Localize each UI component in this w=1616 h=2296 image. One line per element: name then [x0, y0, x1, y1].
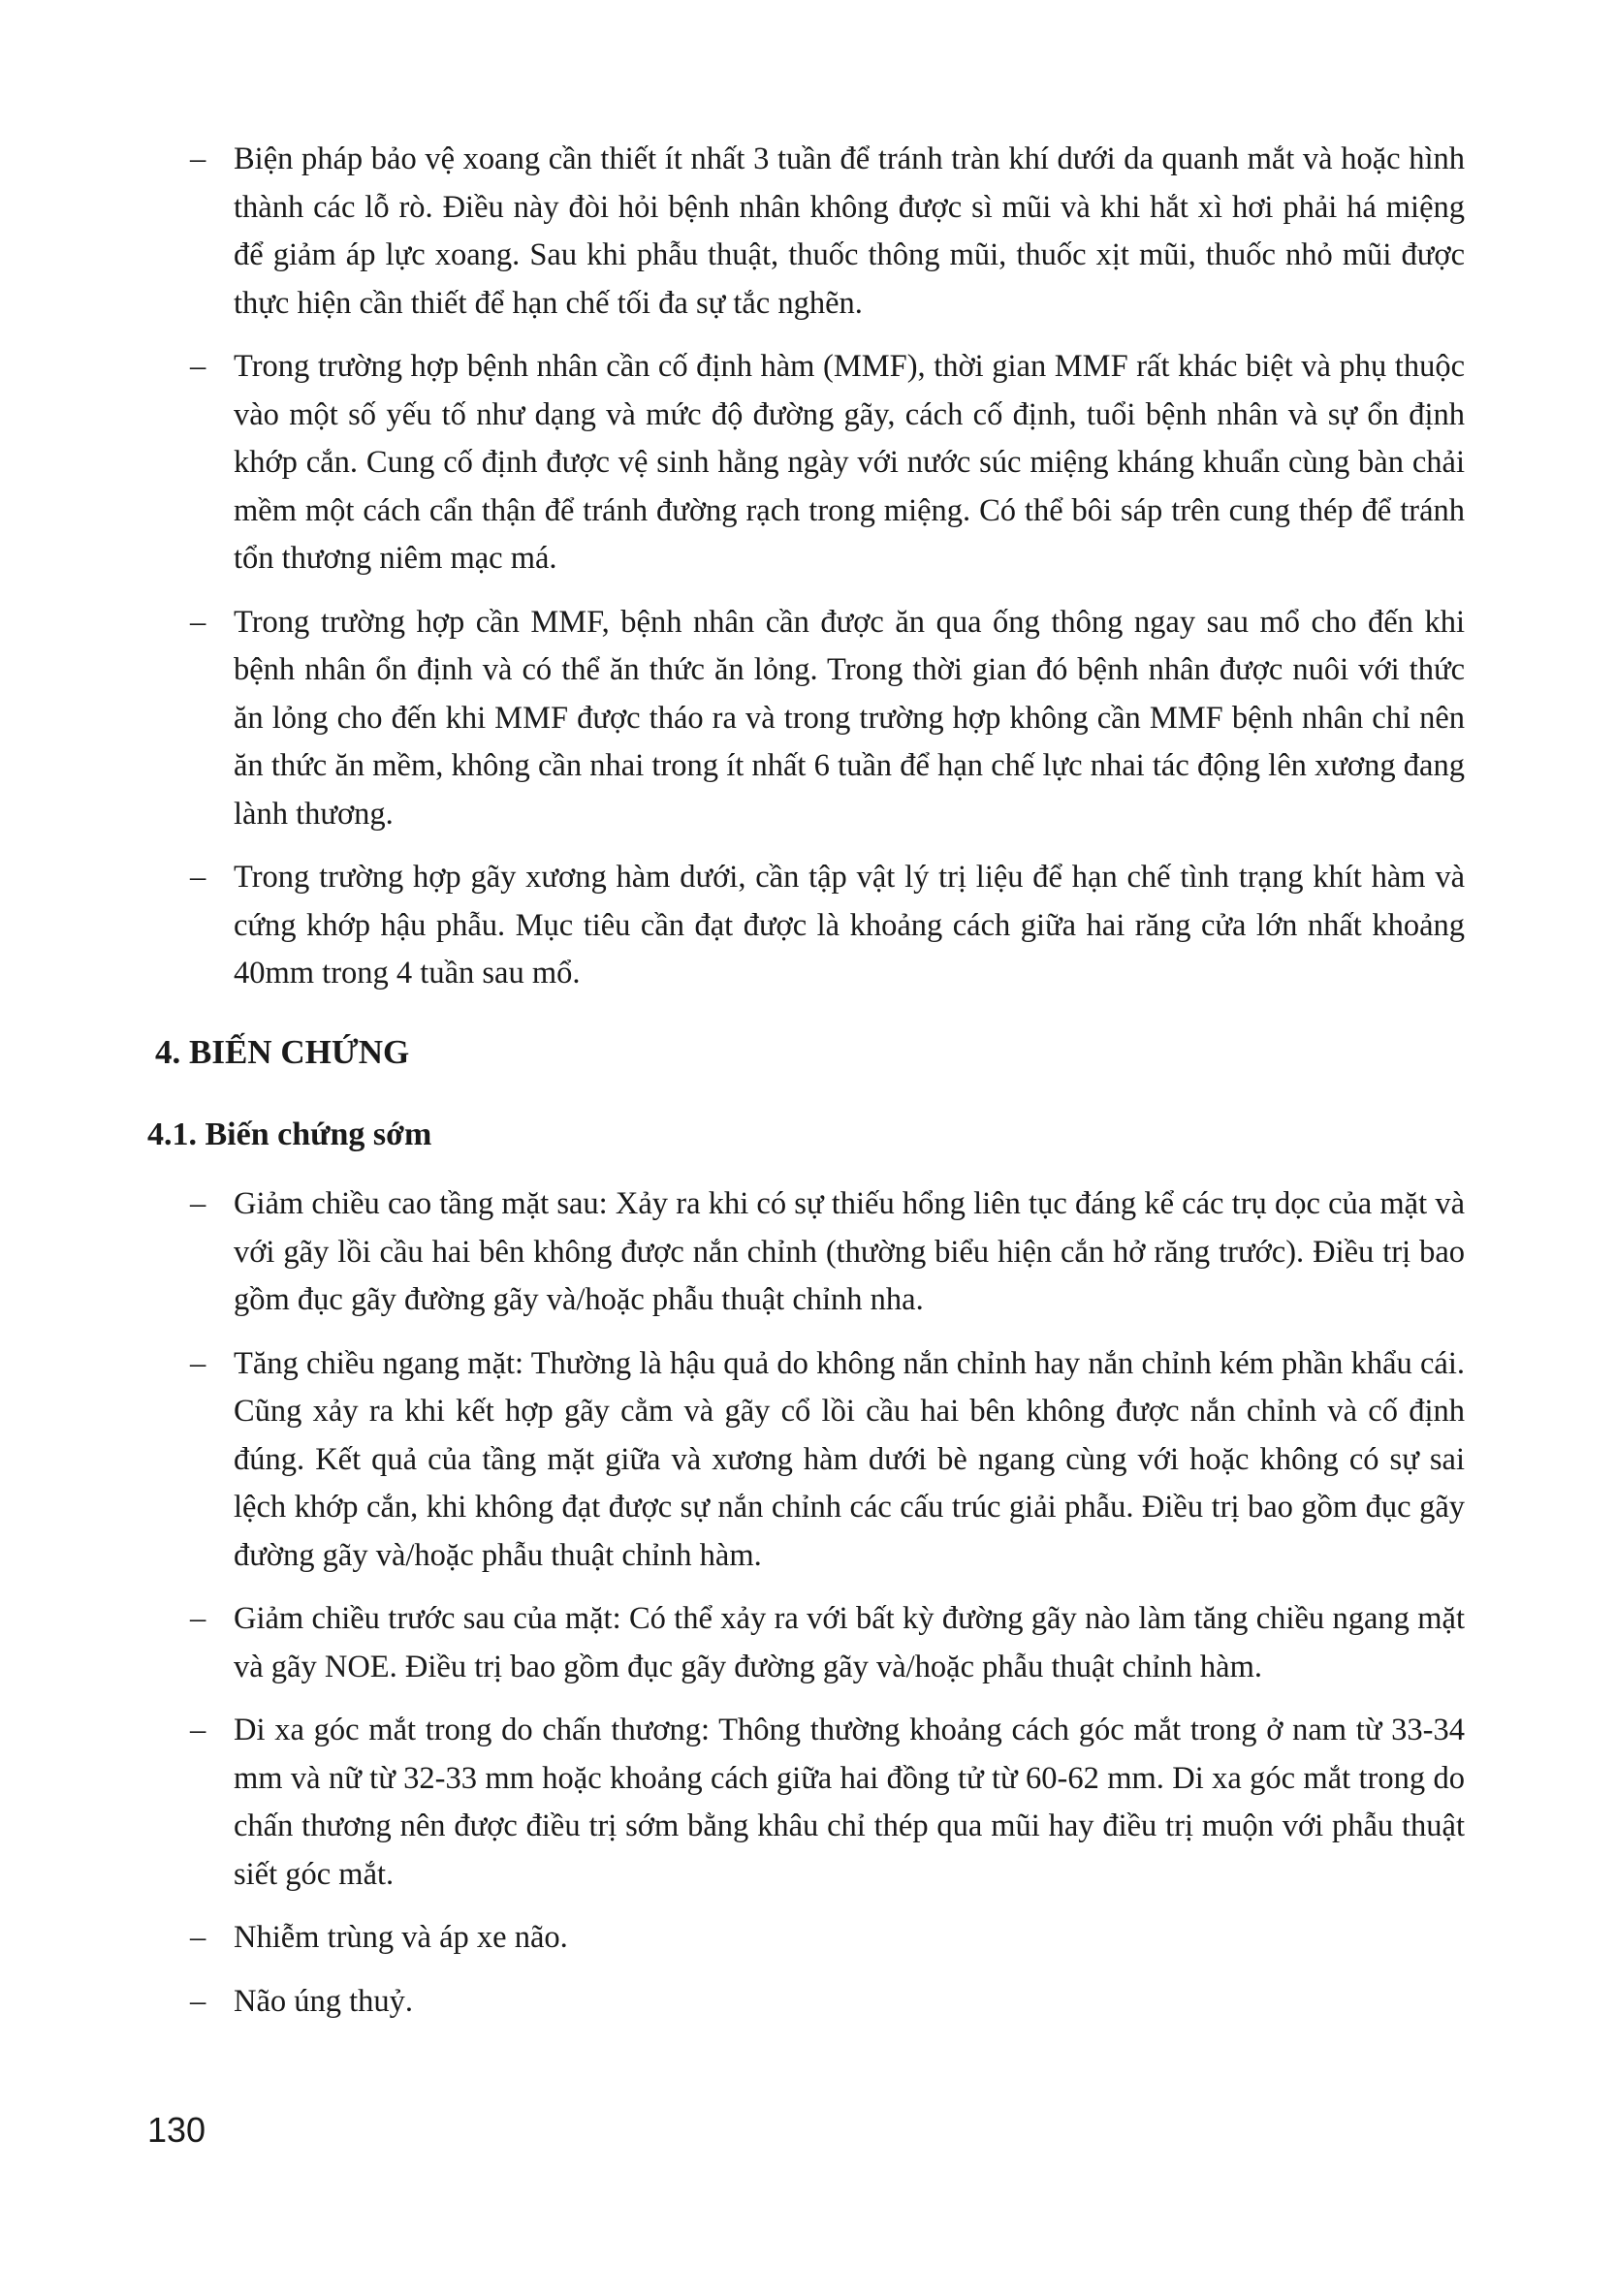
bullet-dash: – — [190, 1713, 206, 1747]
list-item — [190, 854, 1465, 998]
list-item — [190, 1595, 1465, 1691]
list-item-text: Trong trường hợp cần MMF, bệnh nhân cần được ăn qua ống thông ngay sau mổ cho đến khi bệnh nhân ổn định và có thể ăn thức ăn lỏng. Trong thời gian đó bệnh nhân được nuôi với thức ăn lỏng cho đến khi MMF được tháo ra và trong trường hợp không cần MMF bệnh nhân chỉ nên ăn thức ăn mềm, không cần nhai trong ít nhất 6 tuần để hạn chế lực nhai tác động lên xương đang lành thương. — [234, 604, 1465, 832]
subsection-heading: 4.1. Biến chứng sớm — [147, 1117, 432, 1152]
list-item-text: Nhiễm trùng và áp xe não. — [234, 1920, 568, 1955]
list-item-text: Giảm chiều cao tầng mặt sau: Xảy ra khi có sự thiếu hổng liên tục đáng kể các trụ dọc của mặt và với gãy lồi cầu hai bên không được nắn chỉnh (thường biểu hiện cắn hở răng trước). Điều trị bao gồm đục gãy đường gãy và/hoặc phẫu thuật chỉnh nha. — [234, 1186, 1465, 1317]
list-item — [190, 1340, 1465, 1581]
bullet-dash: – — [190, 142, 206, 176]
list-item — [190, 1707, 1465, 1899]
bullet-dash: – — [190, 1345, 206, 1381]
list-item — [190, 1978, 1465, 2027]
early-complications-list — [190, 1180, 1465, 2041]
list-item-text: Não úng thuỷ. — [234, 1983, 414, 2019]
list-item — [190, 599, 1465, 839]
bullet-dash: – — [190, 1601, 206, 1636]
list-item — [190, 343, 1465, 583]
list-item-text: Biện pháp bảo vệ xoang cần thiết ít nhất 3 tuần để tránh tràn khí dưới da quanh mắt và hoặc hình thành các lỗ rò. Điều này đòi hỏi bệnh nhân không được sì mũi và khi hắt xì hơi phải há miệng để giảm áp lực xoang. Sau khi phẫu thuật, thuốc thông mũi, thuốc xịt mũi, thuốc nhỏ mũi được thực hiện cần thiết để hạn chế tối đa sự tắc nghẽn. — [234, 142, 1465, 321]
bullet-dash: – — [190, 349, 206, 384]
list-item-text: Trong trường hợp bệnh nhân cần cố định hàm (MMF), thời gian MMF rất khác biệt và phụ thuộc vào một số yếu tố như dạng và mức độ đường gãy, cách cố định, tuổi bệnh nhân và sự ổn định khớp cắn. Cung cố định được vệ sinh hằng ngày với nước súc miệng kháng khuẩn cùng bàn chải mềm một cách cẩn thận để tránh đường rạch trong miệng. Có thể bôi sáp trên cung thép để tránh tổn thương niêm mạc má. — [234, 349, 1465, 576]
bullet-dash: – — [190, 604, 206, 640]
list-item — [190, 1914, 1465, 1963]
list-item-text: Di xa góc mắt trong do chấn thương: Thông thường khoảng cách góc mắt trong ở nam từ 33-34 mm và nữ từ 32-33 mm hoặc khoảng cách giữa hai đồng tử từ 60-62 mm. Di xa góc mắt trong do chấn thương nên được điều trị sớm bằng khâu chỉ thép qua mũi hay điều trị muộn với phẫu thuật siết góc mắt. — [234, 1713, 1465, 1892]
page-number: 130 — [147, 2110, 206, 2150]
bullet-dash: – — [190, 1983, 206, 2019]
list-item-text: Tăng chiều ngang mặt: Thường là hậu quả do không nắn chỉnh hay nắn chỉnh kém phần khẩu cái. Cũng xảy ra khi kết hợp gãy cằm và gãy cổ lồi cầu hai bên không được nắn chỉnh và cố định đúng. Kết quả của tầng mặt giữa và xương hàm dưới bè ngang cùng với hoặc không có sự sai lệch khớp cắn, khi không đạt được sự nắn chỉnh các cấu trúc giải phẫu. Điều trị bao gồm đục gãy đường gãy và/hoặc phẫu thuật chỉnh hàm. — [234, 1345, 1465, 1573]
list-item — [190, 136, 1465, 328]
bullet-dash: – — [190, 1920, 206, 1955]
section-heading: 4. BIẾN CHỨNG — [155, 1033, 410, 1071]
list-item-text: Trong trường hợp gãy xương hàm dưới, cần tập vật lý trị liệu để hạn chế tình trạng khít hàm và cứng khớp hậu phẫu. Mục tiêu cần đạt được là khoảng cách giữa hai răng cửa lớn nhất khoảng 40mm trong 4 tuần sau mổ. — [234, 860, 1465, 991]
bullet-dash: – — [190, 860, 206, 895]
list-item-text: Giảm chiều trước sau của mặt: Có thể xảy ra với bất kỳ đường gãy nào làm tăng chiều ngang mặt và gãy NOE. Điều trị bao gồm đục gãy đường gãy và/hoặc phẫu thuật chỉnh hàm. — [234, 1601, 1465, 1684]
bullet-dash: – — [190, 1186, 206, 1221]
postoperative-care-list — [190, 136, 1465, 1014]
list-item — [190, 1180, 1465, 1325]
